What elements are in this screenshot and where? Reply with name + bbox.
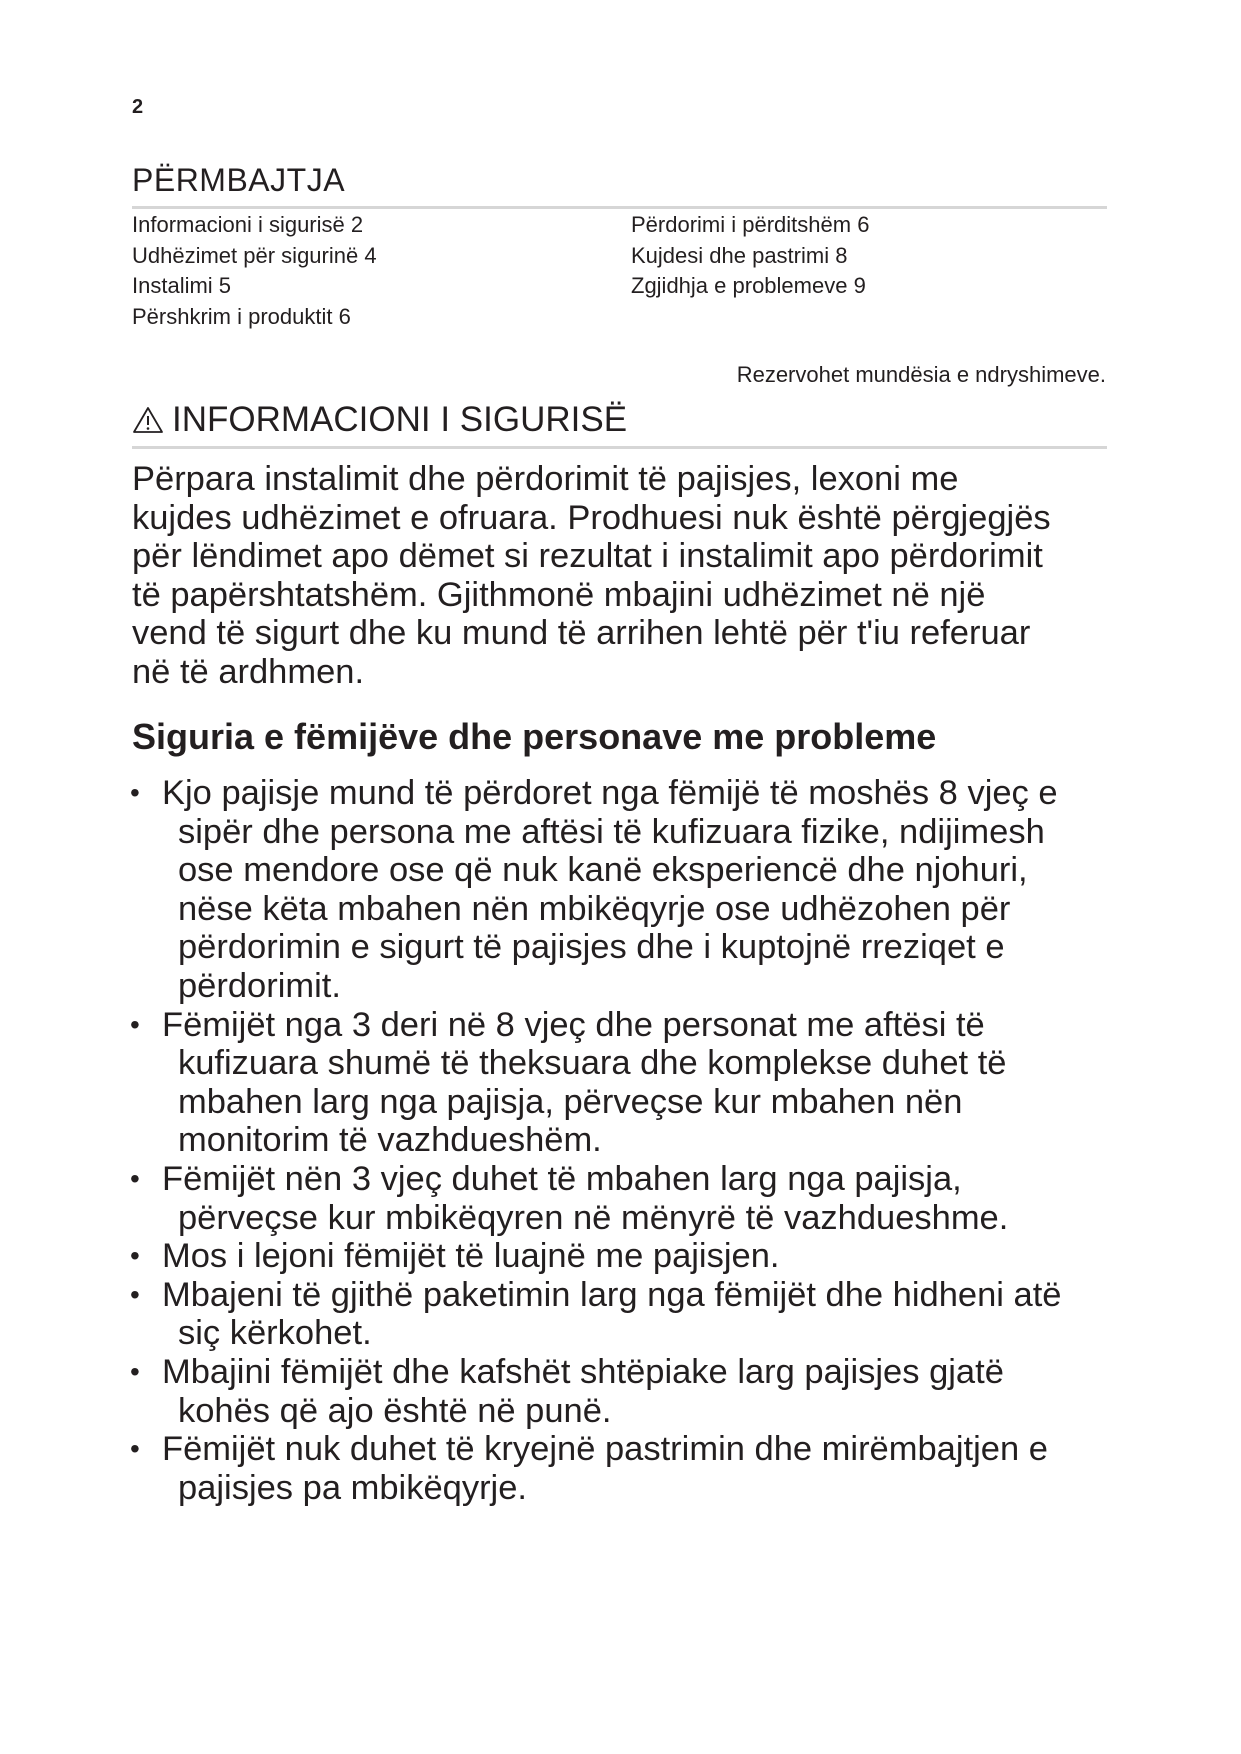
toc-title: PËRMBAJTJA — [132, 162, 346, 198]
bullet-line: Kjo pajisje mund të përdoret nga fëmijë të moshës 8 vjeç e — [162, 774, 1058, 812]
safety-bullet-list — [130, 774, 1120, 1507]
toc-entry[interactable]: Përdorimi i përditshëm 6 — [631, 212, 870, 237]
bullet-line: siç kërkohet. — [178, 1314, 372, 1353]
bullet-item — [130, 1353, 1120, 1430]
safety-section-heading — [132, 400, 627, 440]
intro-line: në të ardhmen. — [132, 652, 365, 691]
bullet-item — [130, 1430, 1120, 1507]
intro-line: vend të sigurt dhe ku mund të arrihen lehtë për t'iu referuar — [132, 614, 1031, 653]
bullet-line: Fëmijët nga 3 deri në 8 vjeç dhe personat me aftësi të — [162, 1005, 985, 1044]
bullet-line: përveçse kur mbikëqyren në mënyrë të vazhdueshme. — [178, 1198, 1009, 1237]
page-number: 2 — [132, 96, 144, 118]
bullet-line: sipër dhe persona me aftësi të kufizuara fizike, ndijimesh — [178, 812, 1045, 851]
toc-entry[interactable]: Instalimi 5 — [132, 273, 232, 298]
intro-line: Përpara instalimit dhe përdorimit të pajisjes, lexoni me — [132, 460, 959, 498]
toc-entry[interactable]: Informacioni i sigurisë 2 — [132, 212, 364, 237]
bullet-dot: • — [130, 1355, 140, 1387]
intro-line: për lëndimet apo dëmet si rezultat i instalimit apo përdorimit — [132, 537, 1043, 576]
toc-entry[interactable]: Kujdesi dhe pastrimi 8 — [631, 242, 848, 268]
toc-entry[interactable]: Udhëzimet për sigurinë 4 — [132, 242, 377, 268]
bullet-line: nëse këta mbahen nën mbikëqyrje ose udhëzohen për — [178, 889, 1011, 928]
toc-entry[interactable]: Zgjidhja e problemeve 9 — [631, 273, 866, 298]
bullet-line: përdorimit. — [178, 966, 341, 1005]
intro-line: kujdes udhëzimet e ofruara. Prodhuesi nuk është përgjegjës — [132, 498, 1051, 537]
toc-left-column — [132, 210, 377, 332]
toc-entry[interactable]: Përshkrim i produktit 6 — [132, 303, 351, 329]
bullet-line: mbahen larg nga pajisja, përveçse kur mbahen nën — [178, 1082, 963, 1121]
safety-section-title: INFORMACIONI I SIGURISË — [172, 400, 628, 439]
warning-triangle-icon — [132, 406, 164, 434]
child-safety-heading: Siguria e fëmijëve dhe personave me probleme — [132, 716, 937, 757]
bullet-line: Fëmijët nuk duhet të kryejnë pastrimin dhe mirëmbajtjen e — [162, 1430, 1048, 1469]
toc-right-column — [631, 210, 869, 302]
bullet-line: Fëmijët nën 3 vjeç duhet të mbahen larg nga pajisja, — [162, 1159, 962, 1198]
bullet-item — [130, 1237, 1120, 1276]
bullet-item — [130, 774, 1120, 1006]
bullet-dot: • — [130, 1240, 140, 1272]
bullet-line: Mbajini fëmijët dhe kafshët shtëpiake larg pajisjes gjatë — [162, 1352, 1004, 1391]
toc-divider — [132, 206, 1107, 209]
bullet-item — [130, 1276, 1120, 1353]
bullet-dot: • — [130, 1008, 140, 1040]
bullet-line: kohës që ajo është në punë. — [178, 1391, 612, 1430]
bullet-line: ose mendore ose që nuk kanë eksperiencë dhe njohuri, — [178, 851, 1028, 890]
bullet-line: kufizuara shumë të theksuara dhe komplekse duhet të — [178, 1044, 1007, 1083]
bullet-dot: • — [130, 777, 140, 808]
bullet-line: monitorim të vazhdueshëm. — [178, 1121, 602, 1160]
bullet-line: Mos i lejoni fëmijët të luajnë me pajisjen. — [162, 1237, 780, 1276]
bullet-dot: • — [130, 1433, 140, 1465]
bullet-item — [130, 1006, 1120, 1160]
bullet-line: përdorimin e sigurt të pajisjes dhe i kuptojnë rreziqet e — [178, 928, 1005, 967]
intro-paragraph — [132, 460, 1112, 692]
reserved-note: Rezervohet mundësia e ndryshimeve. — [736, 362, 1106, 387]
section-divider — [132, 446, 1107, 449]
bullet-dot: • — [130, 1162, 140, 1194]
intro-line: të papërshtatshëm. Gjithmonë mbajini udhëzimet në një — [132, 575, 986, 614]
bullet-item — [130, 1160, 1120, 1237]
bullet-line: pajisjes pa mbikëqyrje. — [178, 1468, 527, 1507]
bullet-dot: • — [130, 1278, 140, 1310]
bullet-line: Mbajeni të gjithë paketimin larg nga fëmijët dhe hidheni atë — [162, 1275, 1062, 1314]
